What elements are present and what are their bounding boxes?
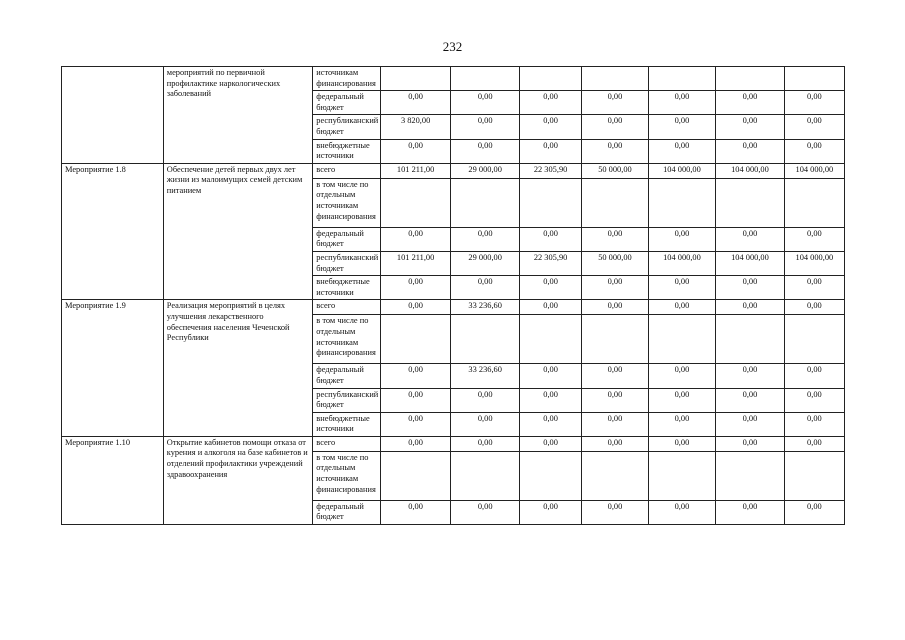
activity-title: Обеспечение детей первых двух лет жизни из малоимущих семей детским питанием	[163, 163, 313, 300]
table-row	[62, 436, 845, 451]
amount-cell: 0,00	[380, 388, 451, 412]
amount-cell: 0,00	[582, 227, 648, 251]
table-row	[62, 67, 845, 91]
funding-source: в том числе по отдельным источникам финансирования	[313, 315, 381, 364]
funding-source: республиканский бюджет	[313, 251, 381, 275]
amount-cell	[784, 315, 844, 364]
amount-cell	[519, 451, 581, 500]
amount-cell: 0,00	[582, 276, 648, 300]
amount-cell: 0,00	[716, 436, 785, 451]
activity-code: Мероприятие 1.8	[62, 163, 164, 300]
amount-cell: 33 236,60	[451, 300, 520, 315]
amount-cell	[582, 315, 648, 364]
amount-cell: 0,00	[582, 436, 648, 451]
amount-cell: 33 236,60	[451, 364, 520, 388]
amount-cell: 0,00	[582, 91, 648, 115]
funding-source: федеральный бюджет	[313, 500, 381, 524]
amount-cell	[519, 67, 581, 91]
funding-source: в том числе по отдельным источникам финансирования	[313, 451, 381, 500]
funding-source: внебюджетные источники	[313, 412, 381, 436]
amount-cell: 104 000,00	[648, 163, 716, 178]
amount-cell: 0,00	[519, 276, 581, 300]
activity-code	[62, 67, 164, 164]
funding-source: республиканский бюджет	[313, 388, 381, 412]
amount-cell: 0,00	[648, 436, 716, 451]
amount-cell: 22 305,90	[519, 251, 581, 275]
amount-cell: 0,00	[380, 364, 451, 388]
amount-cell: 0,00	[451, 500, 520, 524]
amount-cell: 0,00	[380, 91, 451, 115]
amount-cell: 0,00	[648, 115, 716, 139]
amount-cell: 0,00	[648, 276, 716, 300]
amount-cell: 0,00	[648, 227, 716, 251]
amount-cell	[648, 315, 716, 364]
amount-cell: 0,00	[451, 388, 520, 412]
amount-cell: 0,00	[716, 91, 785, 115]
amount-cell	[582, 451, 648, 500]
amount-cell	[648, 178, 716, 227]
funding-source: источникам финансирования	[313, 67, 381, 91]
amount-cell: 101 211,00	[380, 163, 451, 178]
activity-title: Открытие кабинетов помощи отказа от курения и алкоголя на базе кабинетов и отделений профилактики учреждений здравоохранения	[163, 436, 313, 524]
amount-cell: 0,00	[784, 115, 844, 139]
amount-cell: 0,00	[451, 412, 520, 436]
amount-cell	[451, 315, 520, 364]
amount-cell: 0,00	[784, 227, 844, 251]
page-number: 232	[442, 39, 463, 54]
activity-code: Мероприятие 1.10	[62, 436, 164, 524]
amount-cell: 0,00	[380, 227, 451, 251]
amount-cell: 0,00	[648, 300, 716, 315]
amount-cell	[380, 451, 451, 500]
amount-cell: 0,00	[519, 300, 581, 315]
amount-cell	[582, 67, 648, 91]
funding-source: республиканский бюджет	[313, 115, 381, 139]
amount-cell: 0,00	[648, 500, 716, 524]
amount-cell: 0,00	[582, 412, 648, 436]
funding-source: федеральный бюджет	[313, 227, 381, 251]
amount-cell: 0,00	[716, 388, 785, 412]
activity-title: мероприятий по первичной профилактике наркологических заболеваний	[163, 67, 313, 164]
amount-cell: 0,00	[716, 227, 785, 251]
amount-cell	[380, 315, 451, 364]
budget-table	[61, 66, 845, 525]
amount-cell	[648, 67, 716, 91]
amount-cell: 0,00	[784, 300, 844, 315]
amount-cell: 0,00	[784, 388, 844, 412]
amount-cell: 0,00	[784, 500, 844, 524]
amount-cell: 0,00	[380, 500, 451, 524]
amount-cell: 0,00	[519, 436, 581, 451]
amount-cell: 104 000,00	[716, 251, 785, 275]
amount-cell: 0,00	[784, 436, 844, 451]
amount-cell: 0,00	[784, 91, 844, 115]
funding-source: всего	[313, 300, 381, 315]
amount-cell: 0,00	[451, 436, 520, 451]
amount-cell: 0,00	[716, 300, 785, 315]
amount-cell: 0,00	[582, 139, 648, 163]
amount-cell: 0,00	[380, 412, 451, 436]
amount-cell	[716, 451, 785, 500]
funding-source: внебюджетные источники	[313, 139, 381, 163]
amount-cell	[582, 178, 648, 227]
amount-cell	[451, 67, 520, 91]
amount-cell: 0,00	[519, 388, 581, 412]
amount-cell: 0,00	[451, 276, 520, 300]
amount-cell: 0,00	[716, 139, 785, 163]
amount-cell: 0,00	[716, 276, 785, 300]
amount-cell: 0,00	[784, 276, 844, 300]
amount-cell: 29 000,00	[451, 163, 520, 178]
amount-cell: 0,00	[648, 139, 716, 163]
activity-title: Реализация мероприятий в целях улучшения лекарственного обеспечения населения Чеченской Республики	[163, 300, 313, 437]
amount-cell: 0,00	[519, 115, 581, 139]
amount-cell	[451, 178, 520, 227]
amount-cell: 0,00	[582, 500, 648, 524]
amount-cell: 0,00	[716, 412, 785, 436]
amount-cell	[784, 178, 844, 227]
amount-cell	[648, 451, 716, 500]
amount-cell: 50 000,00	[582, 251, 648, 275]
funding-source: федеральный бюджет	[313, 91, 381, 115]
amount-cell: 0,00	[784, 412, 844, 436]
amount-cell: 104 000,00	[716, 163, 785, 178]
amount-cell	[380, 178, 451, 227]
funding-source: всего	[313, 163, 381, 178]
amount-cell	[451, 451, 520, 500]
amount-cell: 0,00	[784, 364, 844, 388]
amount-cell: 0,00	[648, 364, 716, 388]
table-row	[62, 163, 845, 178]
amount-cell: 0,00	[519, 139, 581, 163]
amount-cell: 0,00	[716, 500, 785, 524]
amount-cell: 0,00	[380, 300, 451, 315]
amount-cell: 104 000,00	[648, 251, 716, 275]
activity-code: Мероприятие 1.9	[62, 300, 164, 437]
amount-cell: 0,00	[451, 139, 520, 163]
amount-cell: 0,00	[380, 436, 451, 451]
amount-cell: 0,00	[648, 412, 716, 436]
amount-cell: 104 000,00	[784, 163, 844, 178]
amount-cell: 0,00	[519, 500, 581, 524]
amount-cell: 0,00	[648, 91, 716, 115]
amount-cell	[519, 178, 581, 227]
amount-cell: 0,00	[784, 139, 844, 163]
amount-cell: 0,00	[519, 227, 581, 251]
amount-cell	[784, 451, 844, 500]
budget-table-body	[62, 67, 845, 525]
amount-cell: 0,00	[582, 115, 648, 139]
amount-cell: 0,00	[716, 364, 785, 388]
amount-cell: 22 305,90	[519, 163, 581, 178]
amount-cell: 0,00	[451, 115, 520, 139]
amount-cell: 29 000,00	[451, 251, 520, 275]
amount-cell: 3 820,00	[380, 115, 451, 139]
amount-cell: 0,00	[380, 139, 451, 163]
amount-cell	[716, 315, 785, 364]
amount-cell: 0,00	[716, 115, 785, 139]
amount-cell: 0,00	[582, 388, 648, 412]
funding-source: федеральный бюджет	[313, 364, 381, 388]
amount-cell	[784, 67, 844, 91]
amount-cell: 0,00	[451, 91, 520, 115]
amount-cell: 0,00	[519, 364, 581, 388]
amount-cell: 0,00	[582, 364, 648, 388]
funding-source: внебюджетные источники	[313, 276, 381, 300]
amount-cell: 0,00	[380, 276, 451, 300]
amount-cell	[716, 67, 785, 91]
amount-cell: 0,00	[582, 300, 648, 315]
amount-cell: 0,00	[648, 388, 716, 412]
amount-cell	[716, 178, 785, 227]
amount-cell	[380, 67, 451, 91]
amount-cell: 101 211,00	[380, 251, 451, 275]
amount-cell: 104 000,00	[784, 251, 844, 275]
amount-cell: 0,00	[519, 91, 581, 115]
table-row	[62, 300, 845, 315]
funding-source: в том числе по отдельным источникам финансирования	[313, 178, 381, 227]
amount-cell	[519, 315, 581, 364]
amount-cell: 0,00	[451, 227, 520, 251]
amount-cell: 0,00	[519, 412, 581, 436]
funding-source: всего	[313, 436, 381, 451]
amount-cell: 50 000,00	[582, 163, 648, 178]
